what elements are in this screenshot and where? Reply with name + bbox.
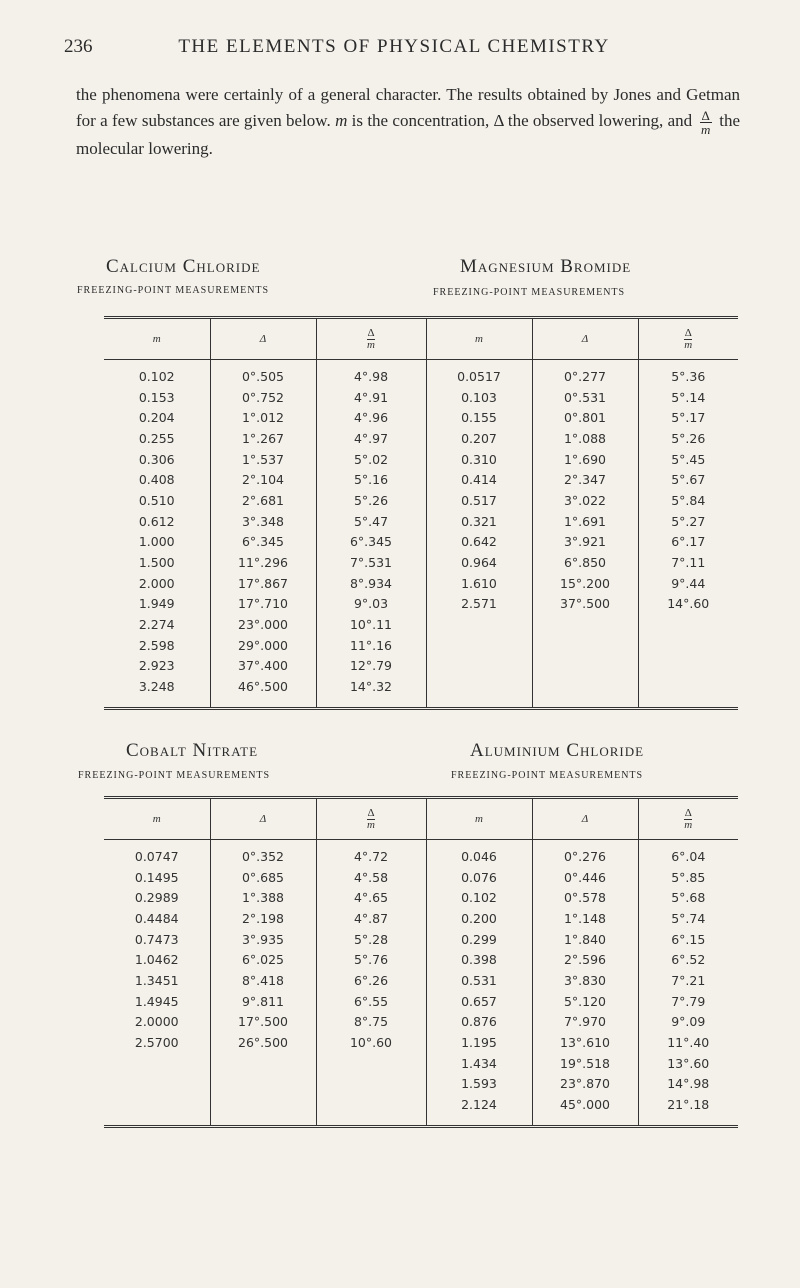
table-cell: 1.4945	[134, 993, 179, 1009]
intro-text-2b: the observed lowering, and	[503, 111, 697, 130]
table-cell: 0.517	[426, 490, 532, 511]
table-cell: 46°.500	[210, 676, 316, 708]
table-row	[104, 490, 738, 511]
table-cell	[638, 614, 738, 635]
table-cell: 5°.16	[316, 469, 426, 490]
table-cell: 1.593	[426, 1074, 532, 1095]
table-cell	[104, 1094, 210, 1126]
table-cell: 17°.867	[210, 573, 316, 594]
table-cell: 5°.120	[532, 991, 638, 1012]
page-number: 236	[64, 36, 93, 57]
table-cell: 3°.935	[210, 929, 316, 950]
intro-line-1: the phenomena were certainly of a general character. The results obtained by Jones and Getman for a few substances are given below.	[76, 85, 740, 130]
table-row	[104, 991, 738, 1012]
table-cell: 23°.000	[210, 614, 316, 635]
table-cell: 0.964	[426, 552, 532, 573]
col-header-ratio: $\frac{\Delta}{m}$	[316, 798, 426, 840]
table-cell: 37°.500	[532, 594, 638, 615]
delta-symbol: Δ	[493, 111, 504, 130]
table-cell: 0.414	[426, 469, 532, 490]
fraction-numerator: Δ	[701, 108, 710, 123]
aluminium-chloride-subtitle: FREEZING-POINT MEASUREMENTS	[451, 770, 644, 781]
table-row	[104, 908, 738, 929]
table-cell: 0.408	[138, 472, 175, 488]
table-cell: 0°.685	[210, 867, 316, 888]
table-cell: 5°.26	[316, 490, 426, 511]
intro-text-2c: the molecular lowering.	[76, 111, 740, 158]
table-cell: 0.0517	[426, 360, 532, 387]
table-cell: 0.076	[426, 867, 532, 888]
table-cell: 2.0000	[134, 1014, 179, 1030]
table-row	[104, 511, 738, 532]
table-row	[104, 407, 738, 428]
table-cell: 5°.27	[638, 511, 738, 532]
table-cell: 0°.446	[532, 867, 638, 888]
table-cell: 13°.60	[638, 1053, 738, 1074]
table-cell: 0.612	[138, 513, 175, 529]
table-cell: 4°.97	[316, 428, 426, 449]
table-cell: 29°.000	[210, 635, 316, 656]
table-cell: 1°.691	[532, 511, 638, 532]
table-cell: 11°.16	[316, 635, 426, 656]
table-cell: 4°.65	[316, 887, 426, 908]
col-header-m: m	[104, 798, 210, 840]
table-cell: 0.510	[138, 492, 175, 508]
table-cell: 0.642	[426, 532, 532, 553]
table-cell: 0.102	[426, 887, 532, 908]
table-row	[104, 1012, 738, 1033]
table-cell	[104, 1074, 210, 1095]
table-cell: 0.2989	[134, 890, 179, 906]
col-header-ratio: $\frac{\Delta}{m}$	[638, 318, 738, 360]
table-row	[104, 573, 738, 594]
table-cell: 0.155	[426, 407, 532, 428]
table-cell: 0.1495	[134, 869, 179, 885]
table-cell: 7°.531	[316, 552, 426, 573]
col-header-delta: Δ	[210, 798, 316, 840]
table-cell: 0.255	[138, 430, 175, 446]
page-header	[64, 36, 724, 64]
table-cell	[532, 614, 638, 635]
table-cell: 3°.348	[210, 511, 316, 532]
table-cell: 0°.505	[210, 360, 316, 387]
table-cell: 2°.198	[210, 908, 316, 929]
table-cell: 0°.752	[210, 387, 316, 408]
running-title: THE ELEMENTS OF PHYSICAL CHEMISTRY	[178, 36, 610, 57]
table-row	[104, 1094, 738, 1126]
table-cell: 2°.681	[210, 490, 316, 511]
header-row	[104, 318, 738, 360]
table-cell: 0.310	[426, 449, 532, 470]
table-cell: 0.153	[138, 389, 175, 405]
table-cell: 17°.500	[210, 1012, 316, 1033]
aluminium-chloride-title: Aluminium Chloride	[470, 740, 645, 761]
table-cell: 0°.352	[210, 840, 316, 867]
table-row	[104, 532, 738, 553]
table-cell: 12°.79	[316, 656, 426, 677]
table-cell: 1°.690	[532, 449, 638, 470]
table-cell: 6°.15	[638, 929, 738, 950]
table-cell: 2.5700	[134, 1035, 179, 1051]
table-cell: 2°.596	[532, 949, 638, 970]
intro-text-2a: is the concentration,	[347, 111, 494, 130]
table-row	[104, 552, 738, 573]
table-cell	[532, 656, 638, 677]
table-cell: 1°.537	[210, 449, 316, 470]
table-cell: 5°.68	[638, 887, 738, 908]
table-cell: 1.610	[426, 573, 532, 594]
table-cell: 2.571	[426, 594, 532, 615]
table-cell	[210, 1094, 316, 1126]
table-cell: 13°.610	[532, 1032, 638, 1053]
table-cell: 9°.811	[210, 991, 316, 1012]
table-cell: 14°.32	[316, 676, 426, 708]
table-cell	[532, 635, 638, 656]
table-cell: 5°.67	[638, 469, 738, 490]
table-cell: 0.103	[426, 387, 532, 408]
table-row	[104, 1053, 738, 1074]
table-cell: 11°.296	[210, 552, 316, 573]
table-cell: 0.046	[426, 840, 532, 867]
table-cell	[426, 676, 532, 708]
table-cell: 5°.17	[638, 407, 738, 428]
table-cell: 2°.347	[532, 469, 638, 490]
table-row	[104, 428, 738, 449]
table-cell: 1.000	[138, 534, 175, 550]
col-header-m: m	[426, 318, 532, 360]
table-cell: 1.3451	[134, 972, 179, 988]
table-cell: 14°.60	[638, 594, 738, 615]
table-cell	[426, 614, 532, 635]
table-row	[104, 949, 738, 970]
table-cell: 1°.088	[532, 428, 638, 449]
calcium-chloride-title: Calcium Chloride	[106, 256, 261, 277]
table-cell: 0°.277	[532, 360, 638, 387]
cobalt-nitrate-subtitle: FREEZING-POINT MEASUREMENTS	[78, 770, 271, 781]
table-cell	[210, 1074, 316, 1095]
table-row	[104, 449, 738, 470]
table-cell: 3°.830	[532, 970, 638, 991]
table-cell: 0.7473	[134, 931, 179, 947]
table-cell: 0.4484	[134, 910, 179, 926]
col-header-m: m	[104, 318, 210, 360]
table-cell: 0.531	[426, 970, 532, 991]
table-cell: 2°.104	[210, 469, 316, 490]
table-cell: 2.923	[138, 658, 175, 674]
table-cell: 6°.55	[316, 991, 426, 1012]
table-cell: 6°.52	[638, 949, 738, 970]
table-cell	[316, 1094, 426, 1126]
table-cell: 0.102	[138, 368, 175, 384]
table-cell	[210, 1053, 316, 1074]
table-cell: 7°.21	[638, 970, 738, 991]
fraction-denominator: m	[701, 122, 711, 137]
table-cell: 0.321	[426, 511, 532, 532]
table-cell: 37°.400	[210, 656, 316, 677]
table-cell	[316, 1074, 426, 1095]
table-cell: 0°.801	[532, 407, 638, 428]
table-cell: 0.204	[138, 410, 175, 426]
table-cell: 2.000	[138, 575, 175, 591]
table-cell: 5°.26	[638, 428, 738, 449]
table-cell: 4°.72	[316, 840, 426, 867]
table-cell: 0°.276	[532, 840, 638, 867]
table-cell: 5°.28	[316, 929, 426, 950]
col-header-delta: Δ	[532, 318, 638, 360]
table-cell: 4°.96	[316, 407, 426, 428]
table-cell: 6°.17	[638, 532, 738, 553]
table-cell	[638, 676, 738, 708]
table-cell: 0.306	[138, 451, 175, 467]
table-cell: 5°.74	[638, 908, 738, 929]
table-cell: 0.200	[426, 908, 532, 929]
table-cell: 8°.75	[316, 1012, 426, 1033]
table-cell: 1°.148	[532, 908, 638, 929]
header-row	[104, 798, 738, 840]
table-cell: 4°.91	[316, 387, 426, 408]
table-cell	[638, 656, 738, 677]
table-row	[104, 929, 738, 950]
table-cell: 23°.870	[532, 1074, 638, 1095]
table-row	[104, 614, 738, 635]
calcium-magnesium-table	[104, 316, 738, 710]
table-cell: 1.434	[426, 1053, 532, 1074]
table-cell: 6°.345	[316, 532, 426, 553]
table-cell: 8°.934	[316, 573, 426, 594]
table-cell: 1.0462	[134, 952, 179, 968]
table-cell: 0.398	[426, 949, 532, 970]
table-cell	[426, 656, 532, 677]
table-cell	[638, 635, 738, 656]
table-cell: 7°.11	[638, 552, 738, 573]
table-cell: 3°.921	[532, 532, 638, 553]
table-cell: 0.657	[426, 991, 532, 1012]
table-cell: 3.248	[138, 679, 175, 695]
molecular-lowering-fraction	[700, 109, 712, 136]
cobalt-nitrate-title: Cobalt Nitrate	[126, 740, 259, 761]
table-row	[104, 656, 738, 677]
table-cell: 2.598	[138, 637, 175, 653]
table-cell: 5°.02	[316, 449, 426, 470]
table-cell	[426, 635, 532, 656]
table-cell: 6°.025	[210, 949, 316, 970]
table-cell: 9°.03	[316, 594, 426, 615]
table-cell: 5°.45	[638, 449, 738, 470]
table-cell: 14°.98	[638, 1074, 738, 1095]
table-cell: 15°.200	[532, 573, 638, 594]
col-header-delta: Δ	[532, 798, 638, 840]
table-cell: 6°.26	[316, 970, 426, 991]
table-cell: 5°.85	[638, 867, 738, 888]
table-row	[104, 469, 738, 490]
table-cell: 0.0747	[134, 848, 179, 864]
table-cell: 7°.79	[638, 991, 738, 1012]
col-header-delta: Δ	[210, 318, 316, 360]
table-cell: 1.949	[138, 596, 175, 612]
table-cell: 6°.04	[638, 840, 738, 867]
table-cell: 0.207	[426, 428, 532, 449]
table-cell: 2.124	[426, 1094, 532, 1126]
table-cell: 5°.36	[638, 360, 738, 387]
table-cell: 8°.418	[210, 970, 316, 991]
table-cell: 1.195	[426, 1032, 532, 1053]
table-cell	[532, 676, 638, 708]
table-cell: 7°.970	[532, 1012, 638, 1033]
table-cell: 1°.267	[210, 428, 316, 449]
table-cell	[104, 1053, 210, 1074]
table-cell: 5°.47	[316, 511, 426, 532]
table-cell: 1°.012	[210, 407, 316, 428]
table-cell	[316, 1053, 426, 1074]
table-cell: 11°.40	[638, 1032, 738, 1053]
table-cell: 1.500	[138, 555, 175, 571]
table-row	[104, 840, 738, 867]
col-header-ratio: $\frac{\Delta}{m}$	[638, 798, 738, 840]
table-row	[104, 635, 738, 656]
table-cell: 3°.022	[532, 490, 638, 511]
table-cell: 1°.388	[210, 887, 316, 908]
table-cell: 1°.840	[532, 929, 638, 950]
table-row	[104, 887, 738, 908]
table-cell: 19°.518	[532, 1053, 638, 1074]
table-row	[104, 970, 738, 991]
table-cell: 9°.44	[638, 573, 738, 594]
col-header-m: m	[426, 798, 532, 840]
calcium-chloride-subtitle: FREEZING-POINT MEASUREMENTS	[77, 285, 270, 296]
cobalt-aluminium-table	[104, 796, 738, 1128]
table-cell: 9°.09	[638, 1012, 738, 1033]
col-header-ratio: $\frac{\Delta}{m}$	[316, 318, 426, 360]
table-cell: 4°.98	[316, 360, 426, 387]
table-cell: 5°.76	[316, 949, 426, 970]
table-cell: 6°.345	[210, 532, 316, 553]
table-cell: 4°.58	[316, 867, 426, 888]
table-row	[104, 594, 738, 615]
table-cell: 0.299	[426, 929, 532, 950]
table-row	[104, 867, 738, 888]
table-cell: 26°.500	[210, 1032, 316, 1053]
table-cell: 5°.14	[638, 387, 738, 408]
table-cell: 0.876	[426, 1012, 532, 1033]
table-row	[104, 387, 738, 408]
intro-paragraph	[76, 82, 740, 162]
table-cell: 45°.000	[532, 1094, 638, 1126]
table-cell: 2.274	[138, 617, 175, 633]
table-row	[104, 676, 738, 708]
table-cell: 10°.60	[316, 1032, 426, 1053]
table-cell: 0°.531	[532, 387, 638, 408]
table-cell: 5°.84	[638, 490, 738, 511]
table-row	[104, 1074, 738, 1095]
table-row	[104, 1032, 738, 1053]
table-cell: 6°.850	[532, 552, 638, 573]
table-cell: 4°.87	[316, 908, 426, 929]
table-cell: 21°.18	[638, 1094, 738, 1126]
table-cell: 10°.11	[316, 614, 426, 635]
m-symbol: m	[335, 111, 348, 130]
magnesium-bromide-subtitle: FREEZING-POINT MEASUREMENTS	[433, 287, 626, 298]
magnesium-bromide-title: Magnesium Bromide	[460, 256, 632, 277]
table-row	[104, 360, 738, 387]
table-cell: 17°.710	[210, 594, 316, 615]
table-cell: 0°.578	[532, 887, 638, 908]
